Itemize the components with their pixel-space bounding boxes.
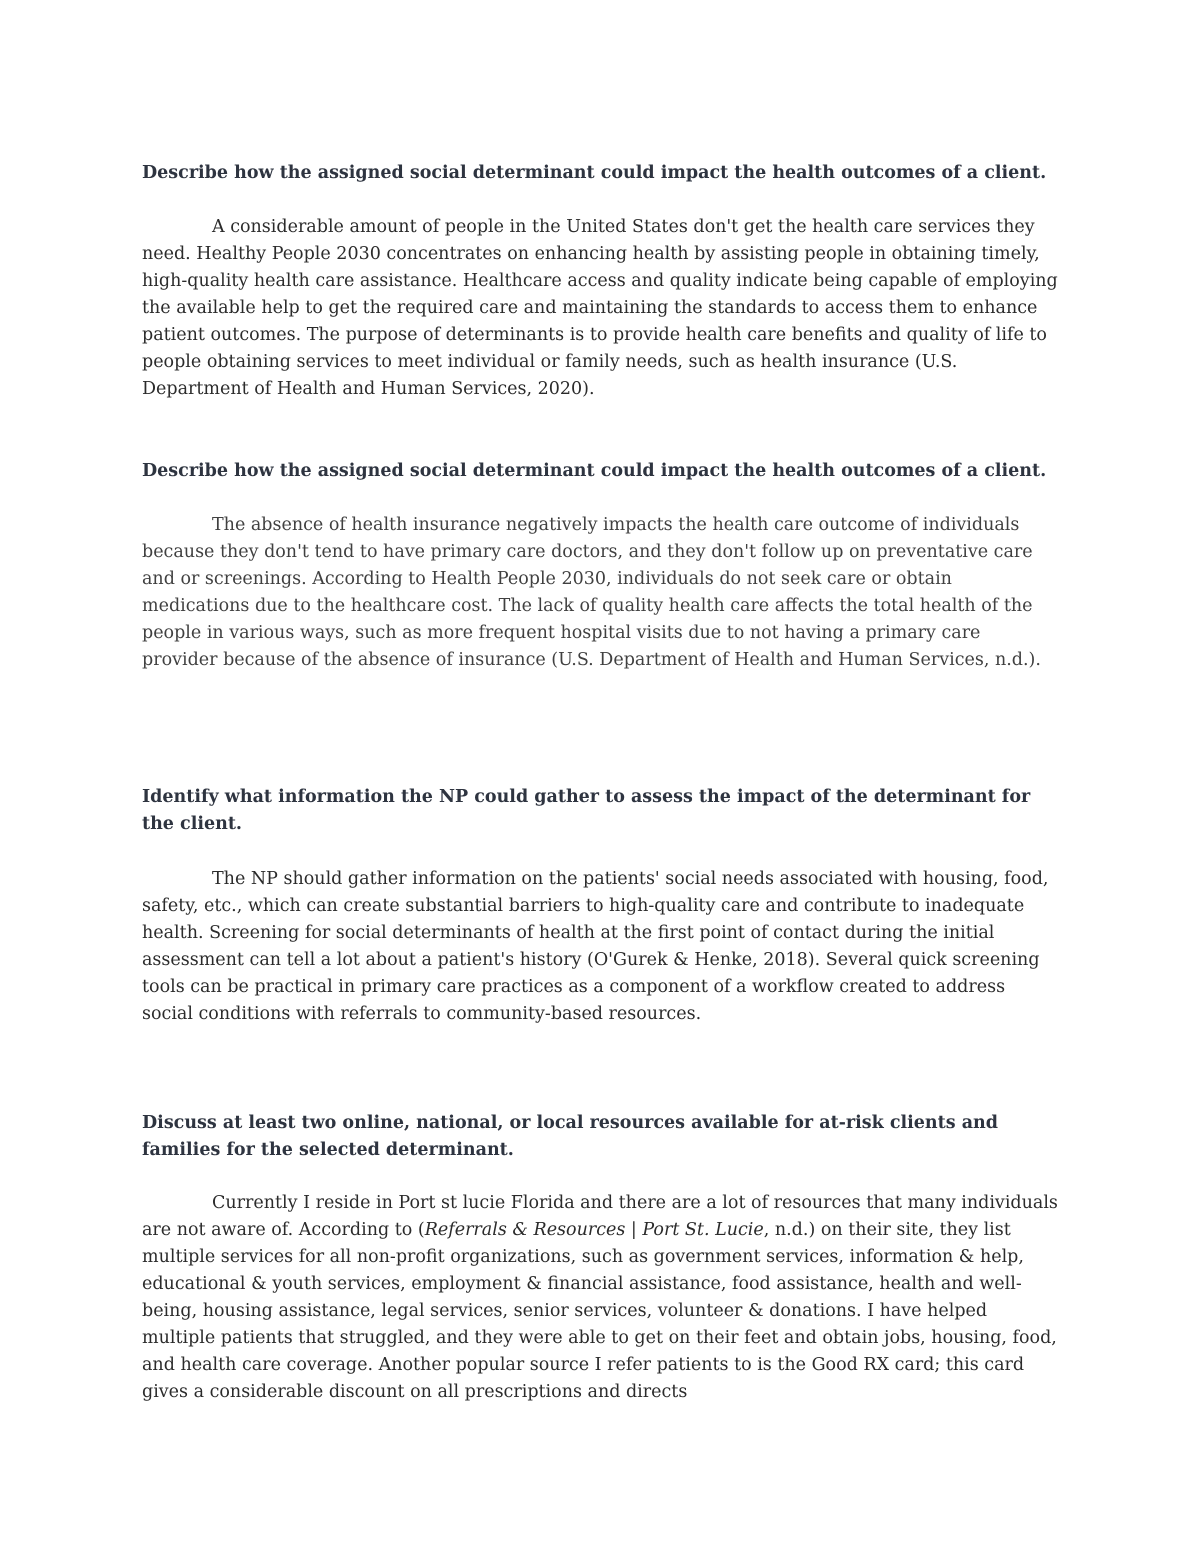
section-paragraph: The absence of health insurance negatively impacts the health care outcome of individuals because they don't tend to have primary care doctors, and they don't follow up on preventative care and or screenings. According to Health People 2030, individuals do not seek care or obtain medications due to the healthcare cost. The lack of quality health care affects the total health of the people in various ways, such as more frequent hospital visits due to not having a primary care provider because of the absence of insurance (U.S. Department of Health and Human Services, n.d.). xyxy=(142,515,1041,670)
section-heading: Identify what information the NP could gather to assess the impact of the determinant for the client. xyxy=(142,787,1031,834)
section-paragraph: The NP should gather information on the patients' social needs associated with housing, food, safety, etc., which can create substantial barriers to high-quality care and contribute to inadequate health. Screening for social determinants of health at the first point of contact during the initial assessment can tell a lot about a patient's history (O'Gurek & Henke, 2018). Several quick screening tools can be practical in primary care practices as a component of a workflow created to address social conditions with referrals to community-based resources. xyxy=(142,869,1049,1024)
paragraph-text: , n.d.) on their site, they list multiple services for all non-profit organizations, such as government services, information & help, educational & youth services, employment & financial assistance, food assistance, health and well-being, housing assistance, legal services, senior services, volunteer & donations. I have helped multiple patients that struggled, and they were able to get on their feet and obtain jobs, housing, food, and health care coverage. Another popular source I refer patients to is the Good RX card; this card gives a considerable discount on all prescriptions and directs xyxy=(142,1220,1057,1402)
section-paragraph: A considerable amount of people in the United States don't get the health care services they need. Healthy People 2030 concentrates on enhancing health by assisting people in obtaining timely, high-quality health care assistance. Healthcare access and quality indicate being capable of employing the available help to get the required care and maintaining the standards to access them to enhance patient outcomes. The purpose of determinants is to provide health care benefits and quality of life to people obtaining services to meet individual or family needs, such as health insurance (U.S. Department of Health and Human Services, 2020). xyxy=(142,217,1058,399)
paragraph-text: Currently I reside in Port st lucie Florida and there are a lot of resources that many individuals are not aware of. According to ( xyxy=(142,1193,1058,1240)
section-heading: Describe how the assigned social determinant could impact the health outcomes of a client. xyxy=(142,163,1047,183)
section-heading: Describe how the assigned social determinant could impact the health outcomes of a client. xyxy=(142,461,1047,481)
citation-title: Referrals & Resources | Port St. Lucie xyxy=(424,1220,764,1240)
section-heading: Discuss at least two online, national, or local resources available for at-risk clients and families for the selected determinant. xyxy=(142,1113,998,1160)
section-paragraph xyxy=(142,1190,1060,1406)
